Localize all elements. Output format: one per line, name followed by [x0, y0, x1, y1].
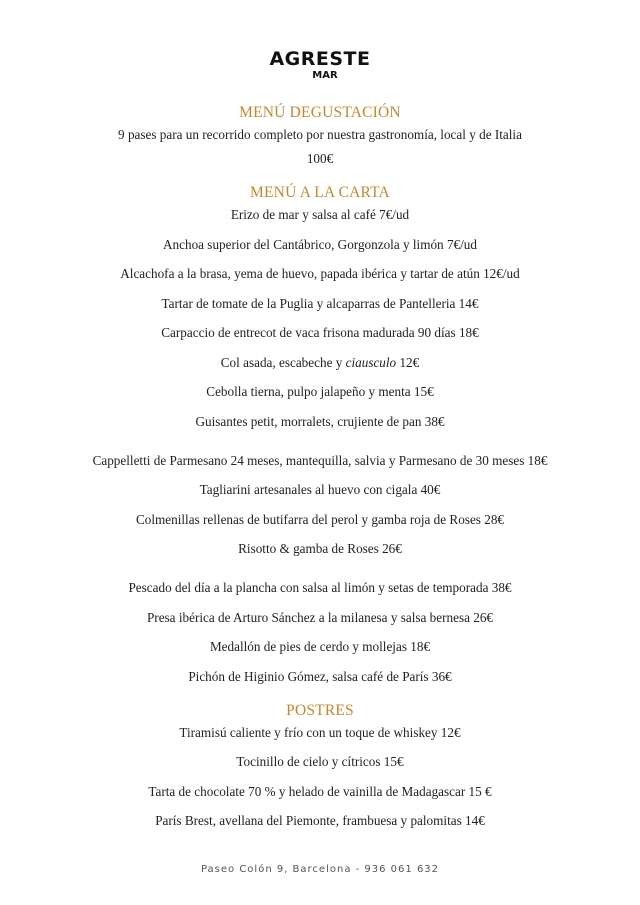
carta-item: Tartar de tomate de la Puglia y alcaparras de Pantelleria 14€ [161, 296, 479, 311]
carta-item [0, 355, 640, 371]
carta-item: Tagliarini artesanales al huevo con cigala 40€ [199, 482, 441, 497]
carta-item-italic: ciausculo [345, 355, 397, 370]
degustacion-price: 100€ [306, 151, 334, 166]
carta-item: Pescado del día a la plancha con salsa al limón y setas de temporada 38€ [128, 580, 512, 595]
postre-item: Tocinillo de cielo y cítricos 15€ [236, 754, 404, 769]
carta-item: Pichón de Higinio Gómez, salsa café de París 36€ [188, 669, 452, 684]
carta-item: Colmenillas rellenas de butifarra del perol y gamba roja de Roses 28€ [135, 512, 505, 527]
postres-title: POSTRES [286, 702, 354, 719]
degustacion-description: 9 pases para un recorrido completo por nuestra gastronomía, local y de Italia [118, 127, 522, 142]
postre-item: Tarta de chocolate 70 % y helado de vainilla de Madagascar 15 € [148, 784, 492, 799]
carta-item: Erizo de mar y salsa al café 7€/ud [230, 207, 410, 222]
carta-item: Cebolla tierna, pulpo jalapeño y menta 15€ [206, 384, 434, 399]
carta-item: Anchoa superior del Cantábrico, Gorgonzola y limón 7€/ud [163, 237, 477, 252]
footer-address: Paseo Colón 9, Barcelona - 936 061 632 [200, 864, 440, 875]
carta-item: Risotto & gamba de Roses 26€ [238, 541, 402, 556]
carta-item: Presa ibérica de Arturo Sánchez a la milanesa y salsa bernesa 26€ [146, 610, 494, 625]
logo-name: AGRESTE [269, 48, 371, 70]
logo [0, 48, 640, 81]
carta-item-text: Col asada, escabeche y [220, 355, 346, 370]
carta-item: Medallón de pies de cerdo y mollejas 18€ [209, 639, 431, 654]
degustacion-title: MENÚ DEGUSTACIÓN [239, 104, 401, 121]
carta-item: Cappelletti de Parmesano 24 meses, mantequilla, salvia y Parmesano de 30 meses 18€ [92, 453, 548, 468]
carta-item: Guisantes petit, morralets, crujiente de pan 38€ [195, 414, 445, 429]
carta-title: MENÚ A LA CARTA [250, 184, 390, 201]
postre-item: Tiramisú caliente y frío con un toque de whiskey 12€ [179, 725, 461, 740]
logo-sub: MAR [312, 70, 338, 81]
carta-item: Alcachofa a la brasa, yema de huevo, papada ibérica y tartar de atún 12€/ud [120, 266, 520, 281]
carta-item: Carpaccio de entrecot de vaca frisona madurada 90 días 18€ [161, 325, 479, 340]
carta-item-price: 12€ [396, 355, 420, 370]
postre-item: París Brest, avellana del Piemonte, frambuesa y palomitas 14€ [155, 813, 485, 828]
